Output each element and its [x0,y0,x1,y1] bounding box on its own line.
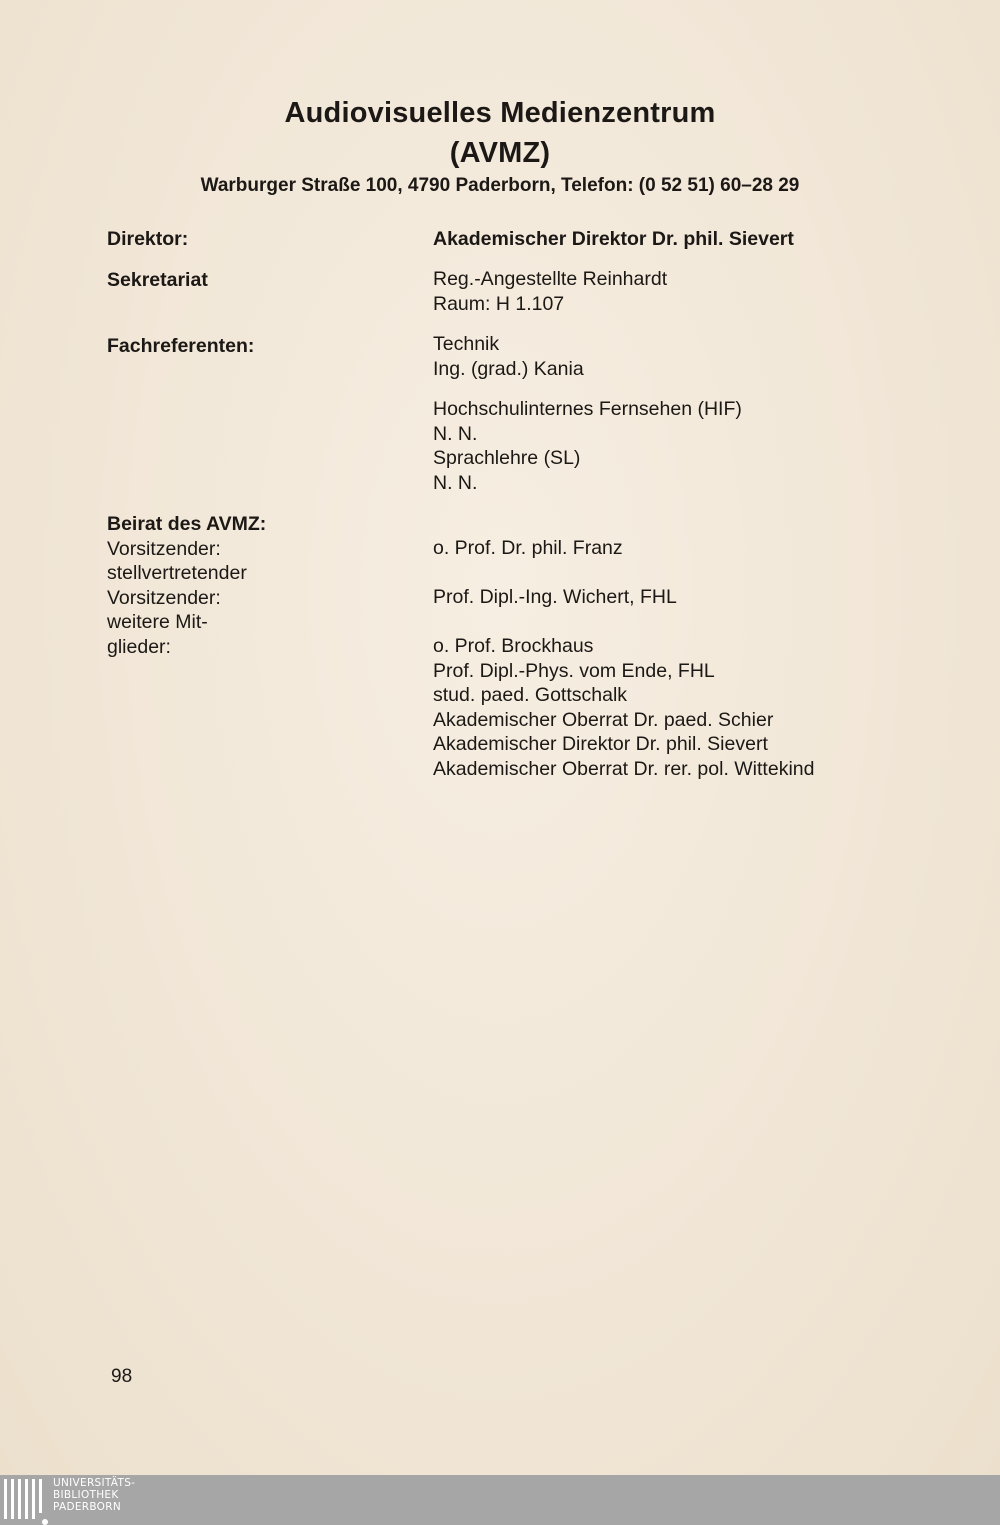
member-line: o. Prof. Brockhaus [433,635,594,657]
weitere-label-line: weitere Mit- [107,611,208,633]
member-line: Akademischer Oberrat Dr. paed. Schier [433,708,774,731]
vorsitzender-label: Vorsitzender: [107,537,221,560]
fachreferenten-label: Fachreferenten: [107,335,255,357]
page-number: 98 [111,1366,133,1387]
fachreferenten-group-1 [433,332,584,381]
fachreferenten-group-2 [433,397,742,495]
beirat-heading: Beirat des AVMZ: [107,513,267,535]
member-line: stud. paed. Gottschalk [433,684,628,706]
member-line: Akademischer Oberrat Dr. rer. pol. Wittekind [433,757,815,780]
fachreferent-line: Sprachlehre (SL) [433,447,581,469]
direktor-value: Akademischer Direktor Dr. phil. Sievert [433,228,794,250]
fachreferent-line: Technik [433,333,500,355]
sekretariat-label: Sekretariat [107,269,208,291]
stellv-label-line: stellvertretender [107,562,247,584]
library-logo-text [53,1477,135,1513]
weitere-values [433,634,814,781]
page-title-line-1: Audiovisuelles Medienzentrum [284,97,716,129]
library-logo-icon [4,1479,48,1521]
address-line: Warburger Straße 100, 4790 Paderborn, Telefon: (0 52 51) 60–28 29 [200,175,800,196]
stellv-label-line: Vorsitzender: [107,586,221,609]
weitere-label-line: glieder: [107,635,171,658]
member-line: Akademischer Direktor Dr. phil. Sievert [433,733,768,755]
sekretariat-block [433,267,667,316]
logo-text-line: BIBLIOTHEK [53,1489,119,1501]
page-title-line-2: (AVMZ) [449,137,551,169]
fachreferent-line: Ing. (grad.) Kania [433,357,584,380]
fachreferent-line: N. N. [433,471,478,494]
stellv-value: Prof. Dipl.-Ing. Wichert, FHL [433,586,677,608]
sekretariat-line: Reg.-Angestellte Reinhardt [433,268,668,290]
vorsitzender-value: o. Prof. Dr. phil. Franz [433,537,623,559]
fachreferent-line: Hochschulinternes Fernsehen (HIF) [433,398,742,420]
library-footer-bar [0,1475,1000,1525]
direktor-label: Direktor: [107,228,189,250]
beirat-labels [107,512,266,659]
logo-text-line: PADERBORN [53,1501,121,1513]
logo-text-line: UNIVERSITÄTS- [53,1477,136,1489]
member-line: Prof. Dipl.-Phys. vom Ende, FHL [433,659,715,682]
sekretariat-line: Raum: H 1.107 [433,292,565,315]
fachreferent-line: N. N. [433,422,478,445]
